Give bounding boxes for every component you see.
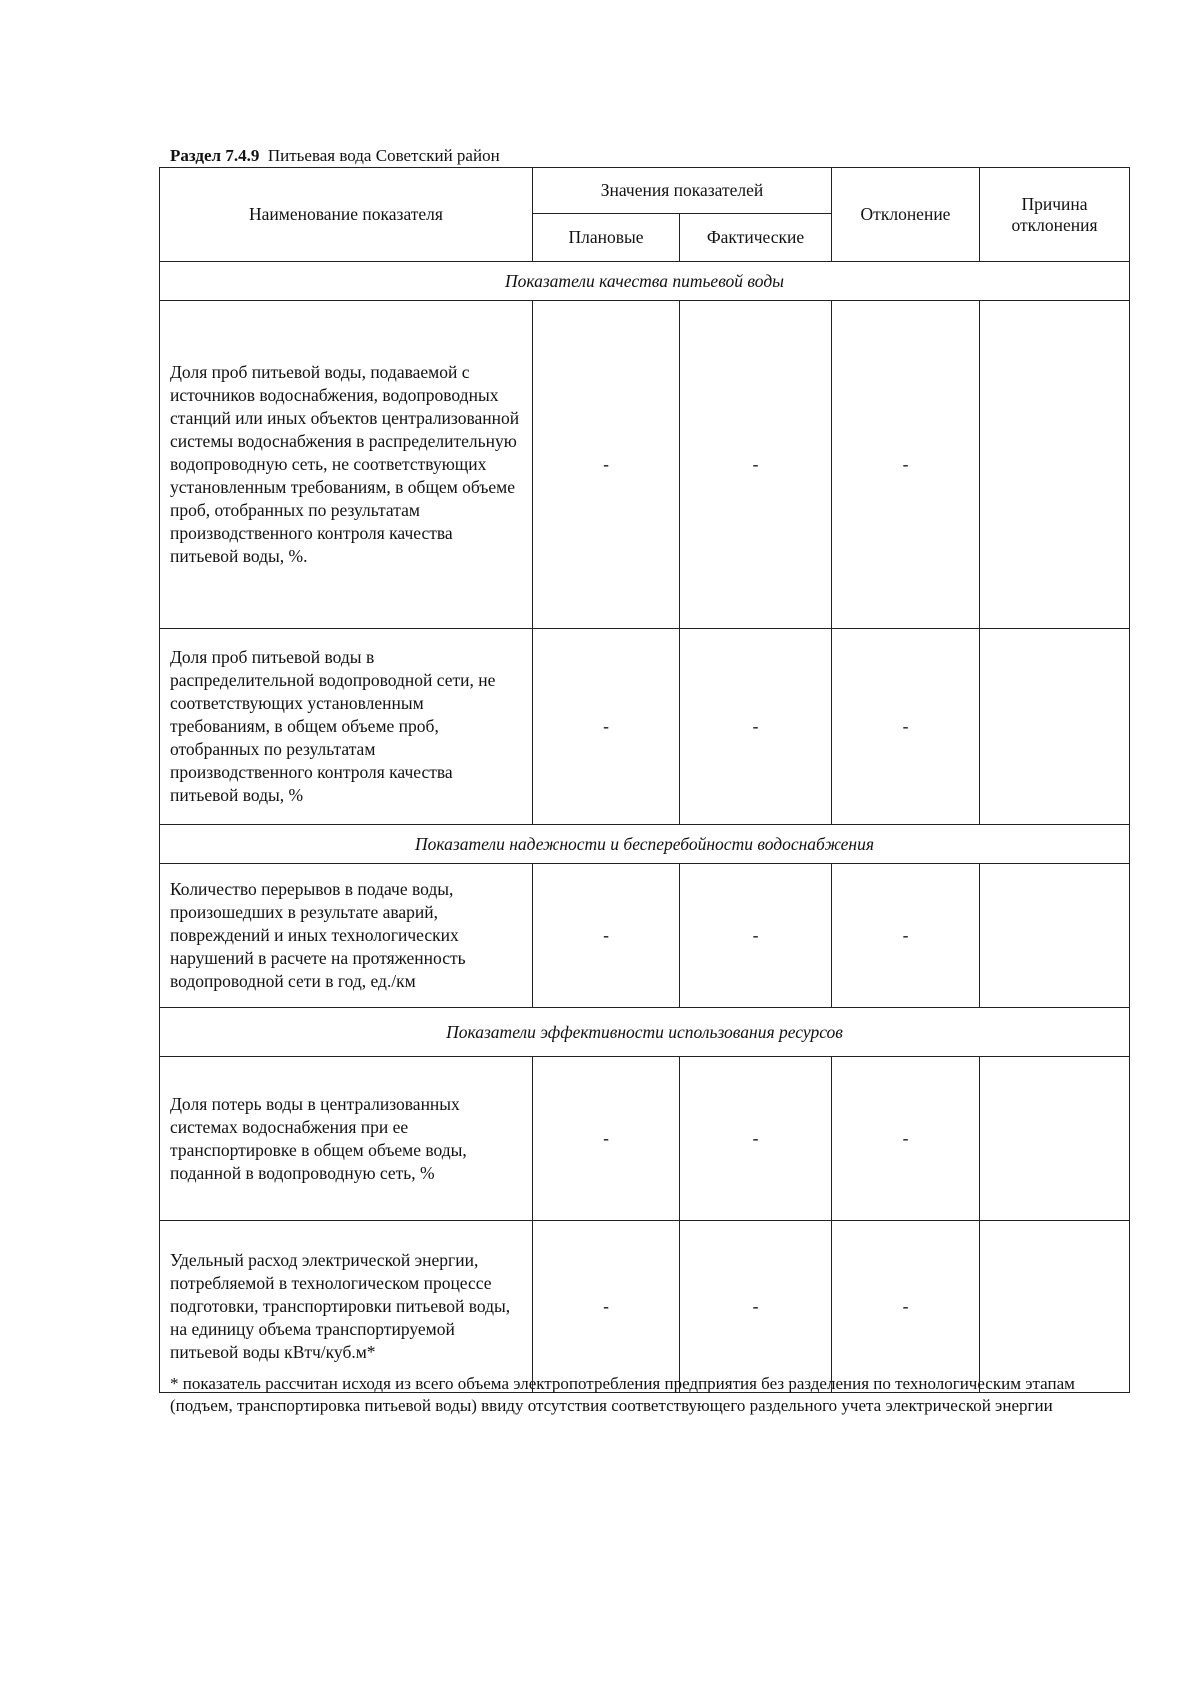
indicator-name: Доля потерь воды в централизованных системах водоснабжения при ее транспортировке в общем объеме воды, поданной в водопроводную сеть, % [160,1057,533,1221]
table-row [160,1057,1130,1221]
actual-value: - [680,301,832,629]
header-deviation: Отклонение [832,168,980,262]
planned-value: - [533,629,680,825]
deviation-value: - [832,864,980,1008]
actual-value: - [680,1057,832,1221]
table-row [160,864,1130,1008]
section-row-efficiency [160,1008,1130,1057]
section-title [170,146,500,166]
section-name: Питьевая вода Советский район [267,146,500,165]
planned-value: - [533,1057,680,1221]
deviation-value: - [832,1221,980,1393]
header-row-1 [160,168,1130,214]
table-row [160,629,1130,825]
section-heading: Показатели надежности и бесперебойности водоснабжения [160,825,1130,864]
reason-value [980,1057,1130,1221]
indicator-name: Удельный расход электрической энергии, потребляемой в технологическом процессе подготовки, транспортировки питьевой воды, на единицу объема транспортируемой питьевой воды кВтч/куб.м* [160,1221,533,1393]
indicator-name: Доля проб питьевой воды в распределительной водопроводной сети, не соответствующих установленным требованиям, в общем объеме проб, отобранных по результатам производственного контроля качества питьевой воды, % [160,629,533,825]
actual-value: - [680,629,832,825]
header-values-group: Значения показателей [533,168,832,214]
table-row [160,301,1130,629]
reason-value [980,864,1130,1008]
header-planned: Плановые [533,214,680,262]
section-row-reliability [160,825,1130,864]
header-reason: Причина отклонения [980,168,1130,262]
header-actual: Фактические [680,214,832,262]
indicators-table [159,167,1130,1393]
reason-value [980,1221,1130,1393]
section-heading: Показатели качества питьевой воды [160,262,1130,301]
section-number: Раздел 7.4.9 [170,146,260,165]
table-row [160,1221,1130,1393]
actual-value: - [680,864,832,1008]
indicator-name: Количество перерывов в подаче воды, произошедших в результате аварий, повреждений и иных технологических нарушений в расчете на протяженность водопроводной сети в год, ед./км [160,864,533,1008]
section-heading: Показатели эффективности использования ресурсов [160,1008,1130,1057]
header-indicator-name: Наименование показателя [160,168,533,262]
indicator-name: Доля проб питьевой воды, подаваемой с источников водоснабжения, водопроводных станций или иных объектов централизованной системы водоснабжения в распределительную водопроводную сеть, не соответствующих установленным требованиям, в общем объеме проб, отобранных по результатам производственного контроля качества питьевой воды, %. [160,301,533,629]
reason-value [980,629,1130,825]
footnote: * показатель рассчитан исходя из всего объема электропотребления предприятия без разделения по технологическим этапам (подъем, транспортировка питьевой воды) ввиду отсутствия соответствующего раздельного учета электрической энергии [170,1374,1075,1415]
actual-value: - [680,1221,832,1393]
reason-value [980,301,1130,629]
planned-value: - [533,1221,680,1393]
deviation-value: - [832,629,980,825]
deviation-value: - [832,301,980,629]
planned-value: - [533,864,680,1008]
section-row-quality [160,262,1130,301]
planned-value: - [533,301,680,629]
deviation-value: - [832,1057,980,1221]
